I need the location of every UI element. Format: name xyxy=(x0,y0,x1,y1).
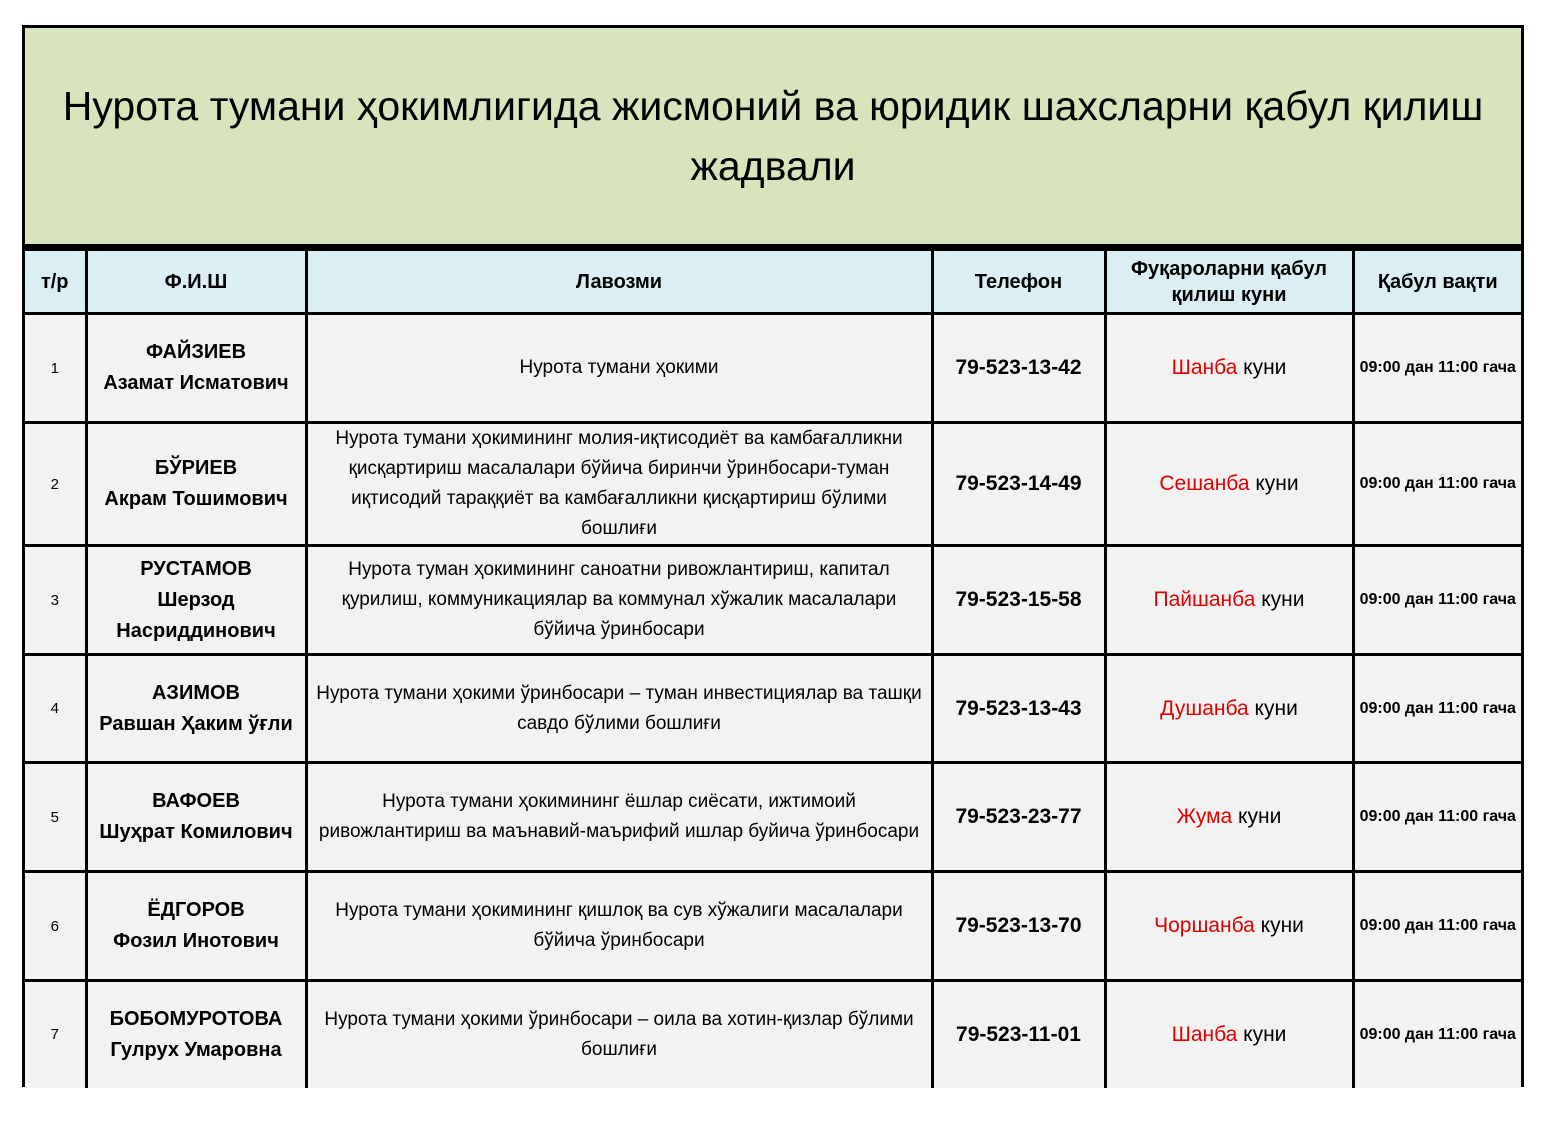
day-suffix: куни xyxy=(1237,356,1287,379)
header-time: Қабул вақти xyxy=(1353,250,1521,314)
phone-number: 79-523-13-42 xyxy=(932,314,1105,423)
given-name: Шерзод Насриддинович xyxy=(116,588,276,642)
header-row xyxy=(25,250,1521,314)
phone-number: 79-523-11-01 xyxy=(932,981,1105,1088)
reception-day xyxy=(1105,546,1353,655)
surname: БЎРИЕВ xyxy=(154,457,238,479)
day-name: Чоршанба xyxy=(1154,914,1255,937)
reception-time: 09:00 дан 11:00 гача xyxy=(1353,872,1521,981)
day-name: Сешанба xyxy=(1159,472,1250,495)
page-title: Нурота тумани ҳокимлигида жисмоний ва юридик шахсларни қабул қилиш жадвали xyxy=(62,83,1484,189)
phone-number: 79-523-23-77 xyxy=(932,763,1105,872)
row-number: 3 xyxy=(25,546,86,655)
table-row xyxy=(25,872,1521,981)
position-text: Нурота тумани ҳокимининг ёшлар сиёсати, ижтимоий ривожлантириш ва маънавий-маърифий ишлар буйича ўринбосари xyxy=(306,763,932,872)
table-row xyxy=(25,981,1521,1088)
title-banner xyxy=(25,28,1521,248)
reception-day xyxy=(1105,314,1353,423)
reception-time: 09:00 дан 11:00 гача xyxy=(1353,655,1521,763)
surname: РУСТАМОВ xyxy=(140,557,252,580)
header-day: Фуқароларни қабул қилиш куни xyxy=(1105,250,1353,314)
reception-day xyxy=(1105,655,1353,763)
row-number: 2 xyxy=(25,423,86,546)
given-name: Фозил Инотович xyxy=(113,930,279,952)
day-suffix: куни xyxy=(1254,914,1304,937)
row-number: 5 xyxy=(25,763,86,872)
day-suffix: куни xyxy=(1248,696,1298,720)
day-suffix: куни xyxy=(1232,805,1282,828)
header-phone: Телефон xyxy=(932,250,1105,314)
given-name: Равшан Ҳаким ўғли xyxy=(99,712,293,735)
person-name xyxy=(86,655,306,763)
reception-day xyxy=(1105,981,1353,1088)
row-number: 6 xyxy=(25,872,86,981)
table-row xyxy=(25,655,1521,763)
reception-time: 09:00 дан 11:00 гача xyxy=(1353,546,1521,655)
day-name: Жума xyxy=(1176,805,1233,828)
header-num: т/р xyxy=(25,250,86,314)
table-row xyxy=(25,314,1521,423)
reception-time: 09:00 дан 11:00 гача xyxy=(1353,423,1521,546)
surname: ВАФОЕВ xyxy=(152,790,240,812)
position-text: Нурота тумани ҳокимининг қишлоқ ва сув хўжалиги масалалари бўйича ўринбосари xyxy=(306,872,932,981)
position-text: Нурота тумани ҳокими xyxy=(306,314,932,423)
document-frame xyxy=(22,25,1524,1087)
day-suffix: куни xyxy=(1255,588,1305,611)
given-name: Гулрух Умаровна xyxy=(110,1038,282,1061)
reception-day xyxy=(1105,423,1353,546)
given-name: Азамат Исматович xyxy=(103,372,289,394)
reception-day xyxy=(1105,872,1353,981)
header-position: Лавозми xyxy=(306,250,932,314)
header-name: Ф.И.Ш xyxy=(86,250,306,314)
day-suffix: куни xyxy=(1249,472,1299,495)
day-name: Пайшанба xyxy=(1153,588,1256,611)
position-text: Нурота тумани ҳокими ўринбосари – оила ва хотин-қизлар бўлими бошлиғи xyxy=(306,981,932,1088)
day-name: Шанба xyxy=(1171,356,1238,379)
reception-time: 09:00 дан 11:00 гача xyxy=(1353,763,1521,872)
row-number: 1 xyxy=(25,314,86,423)
day-name: Душанба xyxy=(1160,696,1249,720)
phone-number: 79-523-15-58 xyxy=(932,546,1105,655)
day-name: Шанба xyxy=(1171,1022,1238,1046)
given-name: Акрам Тошимович xyxy=(104,488,288,510)
row-number: 4 xyxy=(25,655,86,763)
table-row xyxy=(25,546,1521,655)
table-row xyxy=(25,763,1521,872)
position-text: Нурота тумани ҳокими ўринбосари – туман инвестициялар ва ташқи савдо бўлими бошлиғи xyxy=(306,655,932,763)
day-suffix: куни xyxy=(1237,1022,1287,1046)
reception-time: 09:00 дан 11:00 гача xyxy=(1353,981,1521,1088)
given-name: Шуҳрат Комилович xyxy=(99,821,293,843)
position-text: Нурота туман ҳокимининг саноатни ривожлантириш, капитал қурилиш, коммуникациялар ва коммунал хўжалик масалалари бўйича ўринбосари xyxy=(306,546,932,655)
surname: ФАЙЗИЕВ xyxy=(145,341,247,363)
row-number: 7 xyxy=(25,981,86,1088)
person-name xyxy=(86,981,306,1088)
reception-schedule-table xyxy=(25,248,1521,1088)
person-name xyxy=(86,423,306,546)
reception-day xyxy=(1105,763,1353,872)
surname: АЗИМОВ xyxy=(151,681,240,704)
reception-time: 09:00 дан 11:00 гача xyxy=(1353,314,1521,423)
surname: БОБОМУРОТОВА xyxy=(109,1007,283,1030)
person-name xyxy=(86,546,306,655)
surname: ЁДГОРОВ xyxy=(147,899,245,921)
phone-number: 79-523-13-43 xyxy=(932,655,1105,763)
person-name xyxy=(86,314,306,423)
table-row xyxy=(25,423,1521,546)
person-name xyxy=(86,763,306,872)
position-text: Нурота тумани ҳокимининг молия-иқтисодиёт ва камбағалликни қисқартириш масалалари бўйича биринчи ўринбосари-туман иқтисодий тараққиёт ва камбағалликни қисқартириш бўлими бошлиғи xyxy=(306,423,932,546)
phone-number: 79-523-14-49 xyxy=(932,423,1105,546)
phone-number: 79-523-13-70 xyxy=(932,872,1105,981)
person-name xyxy=(86,872,306,981)
